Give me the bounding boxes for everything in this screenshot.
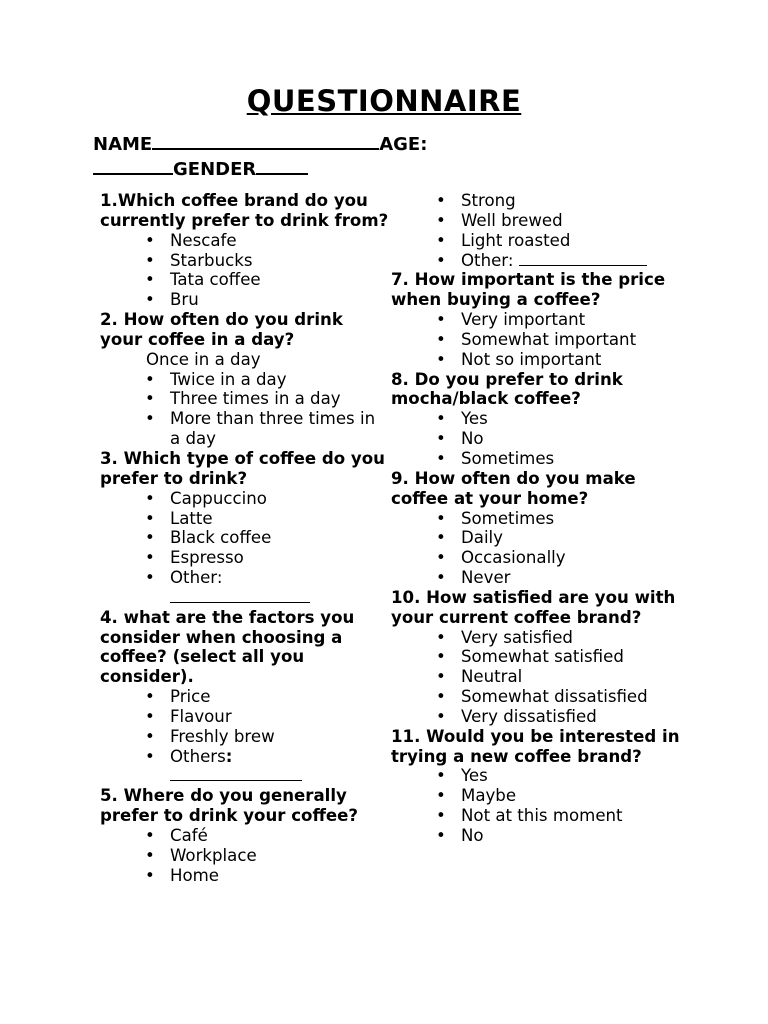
question-3: 3. Which type of coffee do you prefer to drink? <box>100 448 385 488</box>
option-home[interactable]: • Home <box>100 866 390 886</box>
option-latte[interactable]: • Latte <box>100 509 390 529</box>
option-cafe[interactable]: • Café <box>100 826 390 846</box>
others-colon: : <box>225 746 233 766</box>
question-7: 7. How important is the price when buying a coffee? <box>391 270 666 310</box>
option-black-coffee[interactable]: • Black coffee <box>100 528 390 548</box>
option-occasionally[interactable]: • Occasionally <box>391 548 691 568</box>
question-8-options <box>391 409 691 469</box>
question-2-options <box>100 350 390 449</box>
question-9: 9. How often do you make coffee at your home? <box>391 468 636 508</box>
name-label: NAME <box>93 134 153 155</box>
option-not-so-important[interactable]: • Not so important <box>391 350 691 370</box>
name-field[interactable] <box>152 133 379 150</box>
question-10: 10. How satisfied are you with your current coffee brand? <box>391 587 676 627</box>
option-never[interactable]: • Never <box>391 568 691 588</box>
option-bru[interactable]: • Bru <box>100 290 390 310</box>
option-others-label: Others <box>170 746 226 766</box>
header-line-1 <box>93 133 427 155</box>
age-label: AGE: <box>379 134 428 155</box>
question-7-options <box>391 310 691 370</box>
age-field[interactable] <box>93 158 173 175</box>
option-yes[interactable]: • Yes <box>391 766 691 786</box>
question-4-options <box>100 687 390 786</box>
option-other-strength[interactable] <box>391 251 691 271</box>
option-others[interactable] <box>100 747 390 787</box>
option-sometimes[interactable]: • Sometimes <box>391 449 691 469</box>
gender-field[interactable] <box>256 158 308 175</box>
question-10-options <box>391 628 691 727</box>
gender-label: GENDER <box>173 159 257 180</box>
option-tata-coffee[interactable]: • Tata coffee <box>100 270 390 290</box>
option-very-satisfied[interactable]: • Very satisfied <box>391 628 691 648</box>
question-5: 5. Where do you generally prefer to drink your coffee? <box>100 786 359 826</box>
right-column <box>391 191 691 846</box>
question-11-options <box>391 766 691 845</box>
option-three-times[interactable]: • Three times in a day <box>100 389 390 409</box>
question-1: 1.Which coffee brand do you currently prefer to drink from? <box>100 191 389 230</box>
option-other-strength-label: Other: <box>461 250 514 270</box>
option-very-important[interactable]: • Very important <box>391 310 691 330</box>
option-maybe[interactable]: • Maybe <box>391 786 691 806</box>
question-2: 2. How often do you drink your coffee in a day? <box>100 310 343 349</box>
other-strength-blank-line[interactable] <box>519 251 647 266</box>
option-no[interactable]: • No <box>391 826 691 846</box>
option-neutral[interactable]: • Neutral <box>391 667 691 687</box>
option-somewhat-satisfied[interactable]: • Somewhat satisfied <box>391 647 691 667</box>
question-9-options <box>391 509 691 588</box>
others-blank-line[interactable] <box>170 766 302 781</box>
option-other-label: Other: <box>170 568 223 588</box>
option-no[interactable]: • No <box>391 429 691 449</box>
option-workplace[interactable]: • Workplace <box>100 846 390 866</box>
option-more-than-three[interactable]: • More than three times in a day <box>100 409 390 449</box>
option-twice-a-day[interactable]: • Twice in a day <box>100 370 390 390</box>
question-5-options <box>100 826 390 886</box>
question-3-options <box>100 489 390 608</box>
option-sometimes[interactable]: • Sometimes <box>391 509 691 529</box>
option-nescafe[interactable]: • Nescafe <box>100 231 390 251</box>
question-11: 11. Would you be interested in trying a new coffee brand? <box>391 726 680 766</box>
other-blank-line[interactable] <box>170 588 310 603</box>
option-freshly-brew[interactable]: • Freshly brew <box>100 727 390 747</box>
option-daily[interactable]: • Daily <box>391 528 691 548</box>
option-once-a-day[interactable]: Once in a day <box>146 349 261 369</box>
option-espresso[interactable]: • Espresso <box>100 548 390 568</box>
header-line-2 <box>93 158 308 180</box>
option-not-at-this-moment[interactable]: • Not at this moment <box>391 806 691 826</box>
option-well-brewed[interactable]: • Well brewed <box>391 211 691 231</box>
option-cappuccino[interactable]: • Cappuccino <box>100 489 390 509</box>
option-yes[interactable]: • Yes <box>391 409 691 429</box>
option-price[interactable]: • Price <box>100 687 390 707</box>
option-light-roasted[interactable]: • Light roasted <box>391 231 691 251</box>
question-8: 8. Do you prefer to drink mocha/black coffee? <box>391 369 623 409</box>
question-4: 4. what are the factors you consider when choosing a coffee? (select all you consider). <box>100 607 355 687</box>
left-column <box>100 191 390 886</box>
option-somewhat-dissatisfied[interactable]: • Somewhat dissatisfied <box>391 687 691 707</box>
question-1-options <box>100 231 390 310</box>
option-somewhat-important[interactable]: • Somewhat important <box>391 330 691 350</box>
continued-options <box>391 191 691 270</box>
option-flavour[interactable]: • Flavour <box>100 707 390 727</box>
page-title: QUESTIONNAIRE <box>246 84 522 118</box>
option-other[interactable] <box>100 568 390 608</box>
option-very-dissatisfied[interactable]: • Very dissatisfied <box>391 707 691 727</box>
option-strong[interactable]: • Strong <box>391 191 691 211</box>
option-starbucks[interactable]: • Starbucks <box>100 251 390 271</box>
